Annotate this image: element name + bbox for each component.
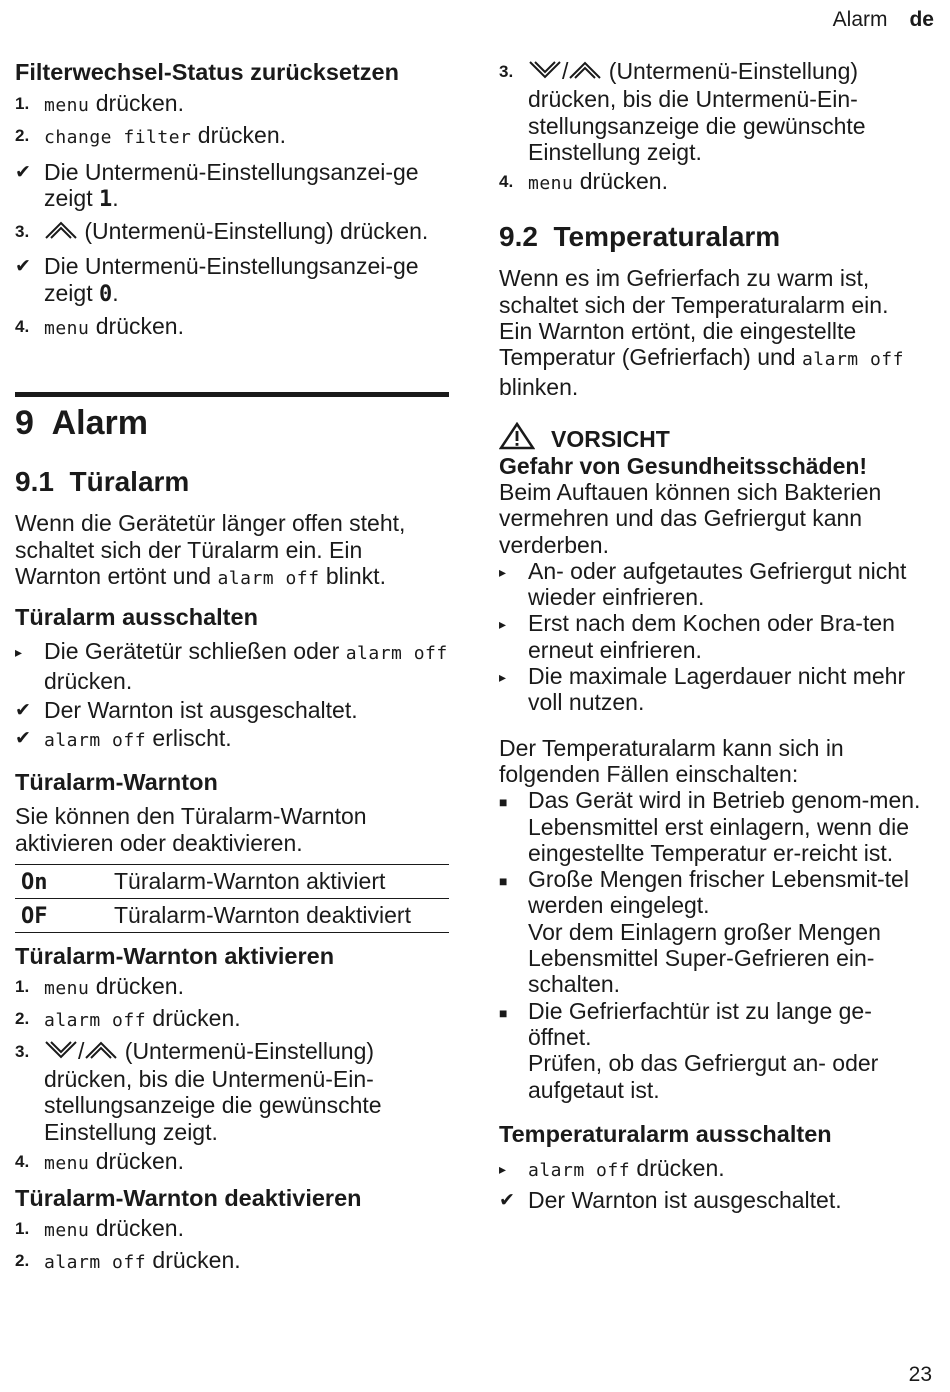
- activate-step-4: 4. menu drücken.: [15, 1147, 184, 1174]
- change-filter-key: change filter: [44, 127, 192, 149]
- caution-notice: [499, 422, 935, 716]
- checkmark-icon: ✔: [15, 699, 31, 721]
- chevron-up-icon: [84, 1039, 118, 1066]
- filter-step-4: 4. menu drücken.: [15, 313, 184, 340]
- triangle-right-bullet-icon: ▸: [499, 563, 507, 580]
- section-9-2-para-1: Wenn es im Gefrierfach zu warm ist, schaltet sich der Temperaturalarm ein.: [499, 265, 889, 318]
- display-code: On: [21, 870, 48, 896]
- filter-step-2: 2. change filter drücken.: [15, 122, 286, 149]
- door-alarm-off-check-1: ✔ Der Warnton ist ausgeschaltet.: [15, 696, 358, 723]
- display-value: 1: [98, 186, 113, 212]
- table-row: OF Türalarm-Warnton deaktiviert: [15, 899, 449, 933]
- door-alarm-tone-heading: Türalarm-Warnton: [15, 769, 218, 796]
- door-alarm-off-action: ▸ Die Gerätetür schließen oder alarm off drücken.: [15, 638, 448, 694]
- menu-key: menu: [44, 318, 90, 340]
- deactivate-step-1: 1. menu drücken.: [15, 1215, 184, 1242]
- menu-key: menu: [528, 173, 574, 195]
- alarm-off-key: alarm off: [345, 643, 448, 665]
- case-item: ■ Das Gerät wird in Betrieb genom-men. Lebensmittel erst einlagern, wenn die eingestellte Temperatur er-reicht ist.: [499, 787, 921, 866]
- checkmark-icon: ✔: [499, 1190, 515, 1212]
- right-column: [499, 58, 935, 1213]
- checkmark-icon: ✔: [15, 161, 31, 183]
- menu-key: menu: [44, 1152, 90, 1174]
- alarm-off-key: alarm off: [528, 1159, 631, 1181]
- alarm-off-key: alarm off: [801, 349, 904, 371]
- square-bullet-icon: ■: [499, 873, 508, 890]
- section-9-1-intro: Wenn die Gerätetür länger offen steht, schaltet sich der Türalarm ein. Ein Warnton ertönt und alarm off blinkt.: [15, 510, 406, 589]
- deactivate-step-2: 2. alarm off drücken.: [15, 1247, 241, 1274]
- door-alarm-off-check-2: ✔ alarm off erlischt.: [15, 725, 232, 752]
- section-9-1-title: 9.1 Türalarm: [15, 466, 190, 498]
- filter-check-2: ✔ Die Untermenü-Einstellungsanzei-ge zeigt 0.: [15, 253, 419, 307]
- header-language: de: [909, 8, 934, 31]
- tone-activate-heading: Türalarm-Warnton aktivieren: [15, 943, 335, 970]
- activate-step-1: 1. menu drücken.: [15, 973, 184, 1000]
- page-number: 23: [908, 1363, 932, 1386]
- door-alarm-tone-intro: Sie können den Türalarm-Warnton aktivieren oder deaktivieren.: [15, 803, 367, 856]
- menu-key: menu: [44, 95, 90, 116]
- activate-step-2: 2. alarm off drücken.: [15, 1005, 241, 1032]
- table-row: On Türalarm-Warnton aktiviert: [15, 865, 449, 899]
- section-9-2-para-2: Ein Warnton ertönt, die eingestellte Temperatur (Gefrierfach) und alarm off blinken.: [499, 318, 904, 400]
- filter-step-1: 1. menu drücken.: [15, 90, 184, 116]
- filter-reset-heading: Filterwechsel-Status zurücksetzen: [15, 59, 399, 85]
- square-bullet-icon: ■: [499, 1004, 508, 1021]
- alarm-off-key: alarm off: [217, 567, 320, 589]
- case-item: ■ Die Gefrierfachtür ist zu lange ge-öffnet. Prüfen, ob das Gefriergut an- oder aufgetaut ist.: [499, 997, 879, 1103]
- triangle-right-bullet-icon: ▸: [499, 1160, 507, 1177]
- section-9-2-title: 9.2 Temperaturalarm: [499, 221, 781, 253]
- caution-item: ▸ Erst nach dem Kochen oder Bra-ten erneut einfrieren.: [499, 610, 895, 663]
- menu-key: menu: [44, 978, 90, 1000]
- alarm-off-key: alarm off: [44, 1010, 147, 1032]
- cases-intro: Der Temperaturalarm kann sich in folgenden Fällen einschalten:: [499, 734, 844, 787]
- display-value: 0: [98, 281, 113, 307]
- filter-check-1: ✔ Die Untermenü-Einstellungsanzei-ge zeigt 1.: [15, 158, 419, 212]
- checkmark-icon: ✔: [15, 728, 31, 750]
- chevron-down-icon: [528, 59, 562, 86]
- checkmark-icon: ✔: [15, 256, 31, 278]
- running-header: [833, 8, 934, 32]
- temp-alarm-off-action: ▸ alarm off drücken.: [499, 1154, 725, 1181]
- cont-step-4: 4. menu drücken.: [499, 168, 668, 195]
- temp-alarm-off-check: ✔ Der Warnton ist ausgeschaltet.: [499, 1187, 842, 1214]
- alarm-off-key: alarm off: [44, 1252, 147, 1274]
- triangle-right-bullet-icon: ▸: [15, 644, 23, 661]
- tone-settings-table: [15, 864, 449, 933]
- door-alarm-off-heading: Türalarm ausschalten: [15, 604, 258, 631]
- temp-alarm-off-heading: Temperaturalarm ausschalten: [499, 1120, 832, 1147]
- caution-text: Beim Auftauen können sich Bakterien vermehren und das Gefriergut kann verderben.: [499, 478, 882, 558]
- square-bullet-icon: ■: [499, 794, 508, 811]
- chapter-rule: [15, 392, 449, 397]
- chapter-title: 9 Alarm: [15, 404, 148, 443]
- filter-step-3: 3. (Untermenü-Einstellung) drücken.: [15, 218, 449, 246]
- header-section: Alarm: [832, 8, 888, 31]
- chevron-down-icon: [44, 1039, 78, 1066]
- chevron-up-icon: [44, 219, 78, 246]
- alarm-off-key: alarm off: [44, 730, 147, 752]
- tone-deactivate-heading: Türalarm-Warnton deaktivieren: [15, 1185, 362, 1212]
- chevron-up-icon: [568, 59, 602, 86]
- activate-step-3: 3. / (Untermenü-Einstellung) drücken, bis die Untermenü-Ein-stellungsanzeige die gewünschte Einstellung zeigt.: [15, 1037, 382, 1145]
- case-item: ■ Große Mengen frischer Lebensmit-tel werden eingelegt. Vor dem Einlagern großer Mengen Lebensmittel Super-Gefrieren ein-schalten.: [499, 866, 909, 998]
- caution-title: Gefahr von Gesundheitsschäden!: [499, 452, 868, 479]
- triangle-right-bullet-icon: ▸: [499, 616, 507, 633]
- display-code: OF: [21, 904, 48, 930]
- caution-item: ▸ An- oder aufgetautes Gefriergut nicht wieder einfrieren.: [499, 557, 907, 611]
- warning-triangle-icon: [499, 426, 551, 452]
- caution-item: ▸ Die maximale Lagerdauer nicht mehr voll nutzen.: [499, 663, 906, 716]
- triangle-right-bullet-icon: ▸: [499, 669, 507, 686]
- left-column: [15, 58, 449, 1277]
- caution-label: VORSICHT: [499, 422, 935, 452]
- menu-key: menu: [44, 1220, 90, 1242]
- cont-step-3: 3. / (Untermenü-Einstellung) drücken, bis die Untermenü-Ein-stellungsanzeige die gewünschte Einstellung zeigt.: [499, 58, 866, 165]
